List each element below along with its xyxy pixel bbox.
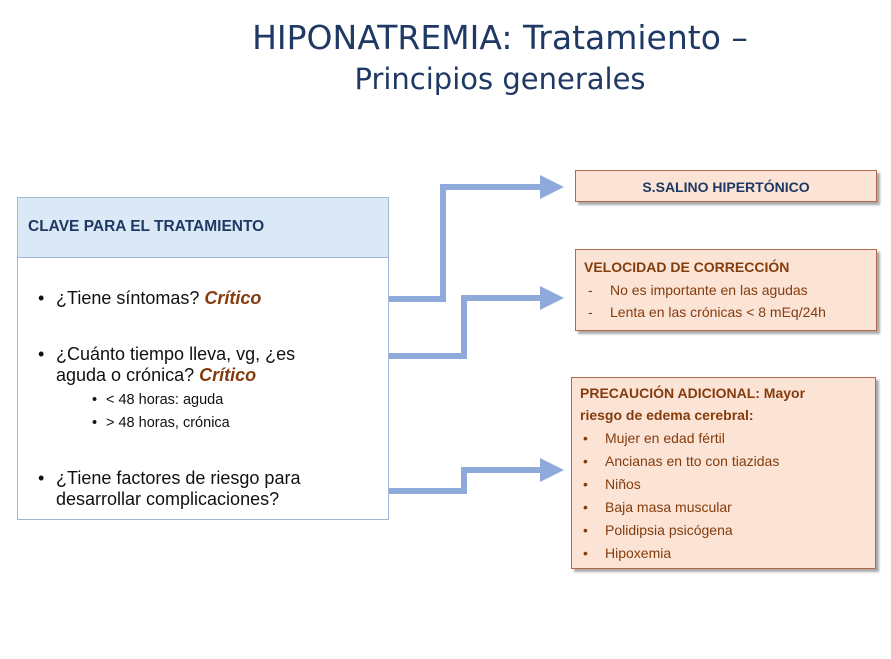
precaution-item: • Ancianas en tto con tiazidas bbox=[583, 453, 780, 469]
critical-label: Crítico bbox=[204, 288, 262, 308]
dash-icon: - bbox=[588, 282, 593, 298]
bullet-icon: • bbox=[38, 344, 45, 364]
bullet-icon: • bbox=[92, 415, 98, 431]
arrow-risk-to-precaution bbox=[366, 470, 552, 491]
sub-item-text: < 48 horas: aguda bbox=[106, 392, 224, 408]
slide-subtitle: Principios generales bbox=[354, 62, 646, 96]
question-risk-factors bbox=[38, 468, 301, 510]
question-text-line1: ¿Tiene factores de riesgo para bbox=[56, 468, 301, 488]
precaution-box bbox=[571, 377, 876, 569]
question-text-line2: aguda o crónica? bbox=[56, 365, 200, 385]
precaution-item: • Niños bbox=[583, 476, 641, 492]
precaution-item: • Hipoxemia bbox=[583, 545, 672, 561]
dash-icon: - bbox=[588, 304, 593, 320]
velocity-box bbox=[575, 249, 877, 331]
saline-label: S.SALINO HIPERTÓNICO bbox=[642, 179, 810, 195]
bullet-icon: • bbox=[583, 476, 588, 492]
bullet-icon: • bbox=[583, 499, 588, 515]
precaution-title-line1: PRECAUCIÓN ADICIONAL: Mayor bbox=[580, 385, 806, 401]
precaution-item: • Mujer en edad fértil bbox=[583, 430, 725, 446]
question-text-line2: desarrollar complicaciones? bbox=[56, 489, 280, 509]
question-symptoms bbox=[38, 288, 262, 309]
precaution-title-line2: riesgo de edema cerebral: bbox=[580, 407, 754, 423]
bullet-icon: • bbox=[583, 522, 588, 538]
treatment-key-box bbox=[17, 197, 389, 520]
bullet-icon: • bbox=[38, 468, 45, 488]
question-text: ¿Tiene síntomas? bbox=[56, 288, 205, 308]
key-box-header-text: CLAVE PARA EL TRATAMIENTO bbox=[28, 218, 265, 235]
question-text-line1: ¿Cuánto tiempo lleva, vg, ¿es bbox=[56, 344, 296, 364]
bullet-icon: • bbox=[38, 288, 45, 308]
bullet-icon: • bbox=[583, 545, 588, 561]
sub-item-chronic bbox=[92, 415, 230, 431]
bullet-icon: • bbox=[583, 430, 588, 446]
velocity-item: - Lenta en las crónicas < 8 mEq/24h bbox=[588, 304, 826, 320]
velocity-title: VELOCIDAD DE CORRECCIÓN bbox=[584, 259, 790, 275]
key-box-header bbox=[18, 198, 388, 258]
sub-item-acute bbox=[92, 392, 224, 408]
question-duration bbox=[38, 344, 296, 386]
precaution-item: • Baja masa muscular bbox=[583, 499, 732, 515]
critical-label: Crítico bbox=[199, 365, 257, 385]
bullet-icon: • bbox=[583, 453, 588, 469]
sub-item-text: > 48 horas, crónica bbox=[106, 415, 230, 431]
bullet-icon: • bbox=[92, 392, 98, 408]
precaution-item: • Polidipsia psicógena bbox=[583, 522, 733, 538]
slide-title: HIPONATREMIA: Tratamiento – bbox=[252, 18, 748, 57]
velocity-item: - No es importante en las agudas bbox=[588, 282, 808, 298]
saline-box bbox=[575, 170, 877, 202]
